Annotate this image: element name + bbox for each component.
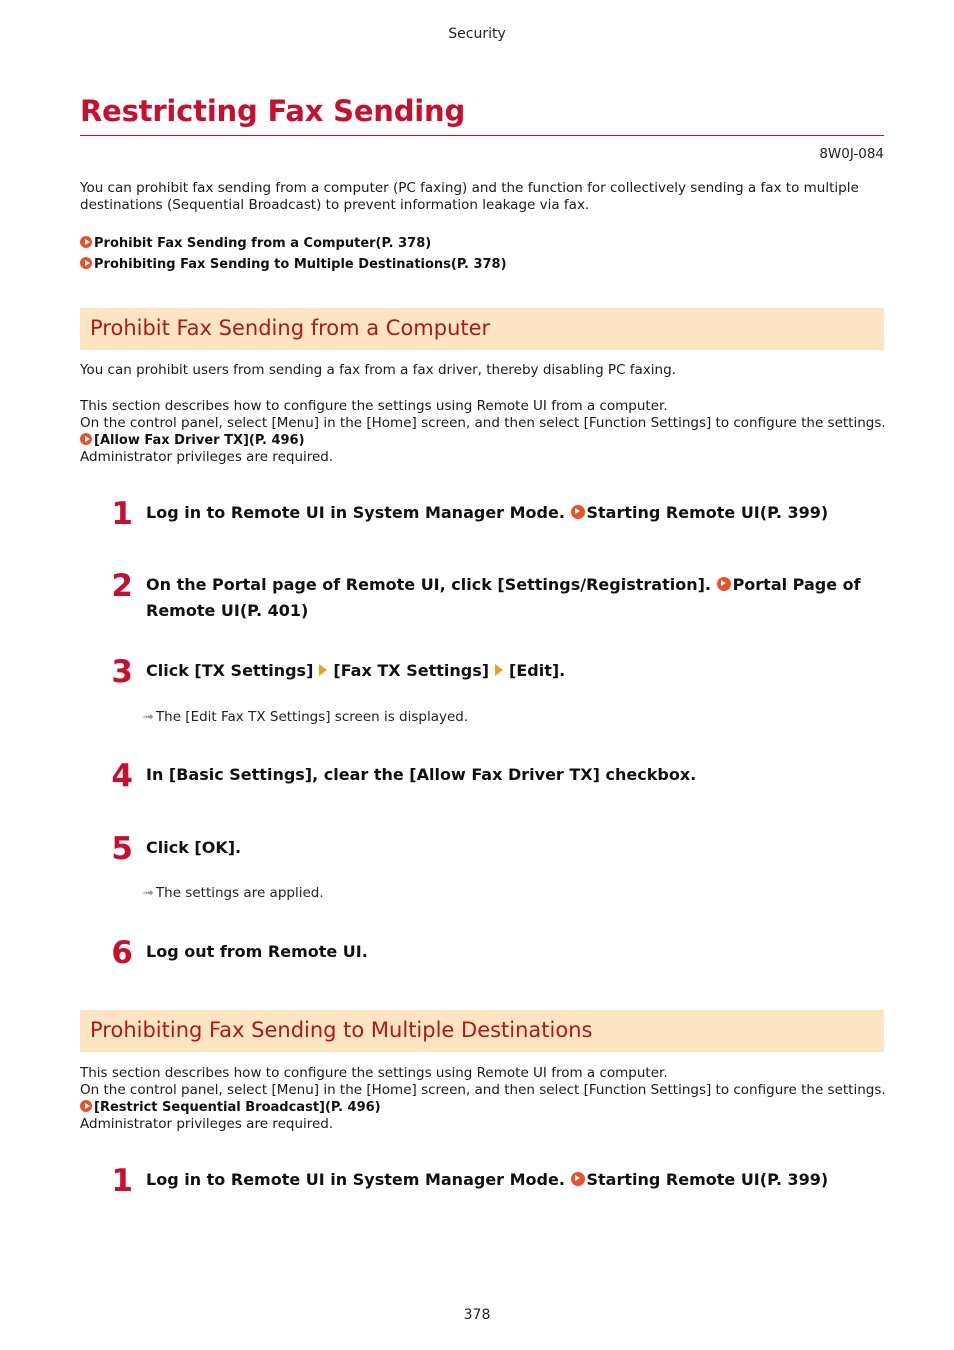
section2-step-1-text xyxy=(146,1167,866,1193)
intro-line-1: You can prohibit fax sending from a computer (PC faxing) and the function for collectively sending a fax to multiple xyxy=(80,180,859,196)
step-link-starting-remote-ui[interactable] xyxy=(571,503,829,522)
intro-link-computer[interactable] xyxy=(80,235,431,252)
step-label-part3: [Edit]. xyxy=(509,661,566,680)
arrow-circle-icon xyxy=(80,236,92,248)
step-label: On the Portal page of Remote UI, click [Settings/Registration]. xyxy=(146,575,717,594)
step-1-text xyxy=(146,500,866,526)
config-line-1: This section describes how to configure the settings using Remote UI from a computer. xyxy=(80,1065,668,1081)
step-5-text: Click [OK]. xyxy=(146,838,242,857)
admin-note: Administrator privileges are required. xyxy=(80,1116,334,1132)
step-4-text: In [Basic Settings], clear the [Allow Fax Driver TX] checkbox. xyxy=(146,765,697,784)
config-line-1: This section describes how to configure the settings using Remote UI from a computer. xyxy=(80,398,668,414)
link-label: Starting Remote UI(P. 399) xyxy=(586,503,829,522)
link-label: Prohibit Fax Sending from a Computer(P. 378) xyxy=(94,236,432,251)
config-link-restrict-broadcast[interactable] xyxy=(80,1099,900,1116)
step-number: 2 xyxy=(111,568,133,604)
step-3-result xyxy=(143,709,468,725)
step-5-result xyxy=(143,885,324,901)
triangle-arrow-icon xyxy=(495,664,503,676)
result-arrow-icon: ➟ xyxy=(143,886,154,901)
step-label: Log in to Remote UI in System Manager Mode. xyxy=(146,503,571,522)
result-text: The settings are applied. xyxy=(155,885,324,901)
link-label: Starting Remote UI(P. 399) xyxy=(586,1170,829,1189)
arrow-circle-icon xyxy=(571,1172,585,1186)
step-number: 4 xyxy=(111,758,133,794)
link-label: Portal Page of xyxy=(732,575,861,594)
step-number: 3 xyxy=(111,654,133,690)
section1-description: You can prohibit users from sending a fax from a fax driver, thereby disabling PC faxing. xyxy=(80,362,676,378)
intro-text xyxy=(80,180,900,214)
page-title: Restricting Fax Sending xyxy=(80,94,466,128)
link-label: Prohibiting Fax Sending to Multiple Destinations(P. 378) xyxy=(94,257,507,272)
result-text: The [Edit Fax TX Settings] screen is displayed. xyxy=(155,709,469,725)
admin-note: Administrator privileges are required. xyxy=(80,449,334,465)
arrow-circle-icon xyxy=(571,505,585,519)
step-3-text xyxy=(146,658,866,684)
step-link-starting-remote-ui[interactable] xyxy=(571,1170,829,1189)
document-id: 8W0J-084 xyxy=(819,146,884,162)
section-header-computer xyxy=(80,308,884,350)
config-line-2: On the control panel, select [Menu] in the [Home] screen, and then select [Function Settings] to configure the settings. xyxy=(80,415,886,431)
link-label: [Allow Fax Driver TX](P. 496) xyxy=(94,433,305,448)
step-number: 6 xyxy=(111,935,133,971)
section-header-multiple-destinations xyxy=(80,1010,884,1052)
link-label-continued: Remote UI(P. 401) xyxy=(146,601,309,620)
step-number: 1 xyxy=(111,496,133,532)
arrow-circle-icon xyxy=(80,257,92,269)
step-label: Log in to Remote UI in System Manager Mode. xyxy=(146,1170,571,1189)
arrow-circle-icon xyxy=(717,577,731,591)
section1-config-info xyxy=(80,398,900,466)
section2-config-info xyxy=(80,1065,900,1133)
step-number: 5 xyxy=(111,831,133,867)
arrow-circle-icon xyxy=(80,1100,92,1112)
config-line-2: On the control panel, select [Menu] in the [Home] screen, and then select [Function Settings] to configure the settings. xyxy=(80,1082,886,1098)
step-number: 1 xyxy=(111,1163,133,1199)
title-divider xyxy=(80,135,884,136)
intro-link-multiple[interactable] xyxy=(80,256,507,273)
step-label-part2: [Fax TX Settings] xyxy=(333,661,490,680)
config-link-allow-fax-driver[interactable] xyxy=(80,432,900,449)
step-label-part1: Click [TX Settings] xyxy=(146,661,314,680)
page-number: 378 xyxy=(463,1307,491,1323)
triangle-arrow-icon xyxy=(319,664,327,676)
section-title: Prohibit Fax Sending from a Computer xyxy=(90,316,491,340)
step-2-text xyxy=(146,572,866,624)
running-header: Security xyxy=(448,26,506,42)
result-arrow-icon: ➟ xyxy=(143,710,154,725)
section-title: Prohibiting Fax Sending to Multiple Destinations xyxy=(90,1018,593,1042)
arrow-circle-icon xyxy=(80,433,92,445)
step-6-text: Log out from Remote UI. xyxy=(146,942,368,961)
link-label: [Restrict Sequential Broadcast](P. 496) xyxy=(94,1100,381,1115)
intro-line-2: destinations (Sequential Broadcast) to prevent information leakage via fax. xyxy=(80,197,590,213)
